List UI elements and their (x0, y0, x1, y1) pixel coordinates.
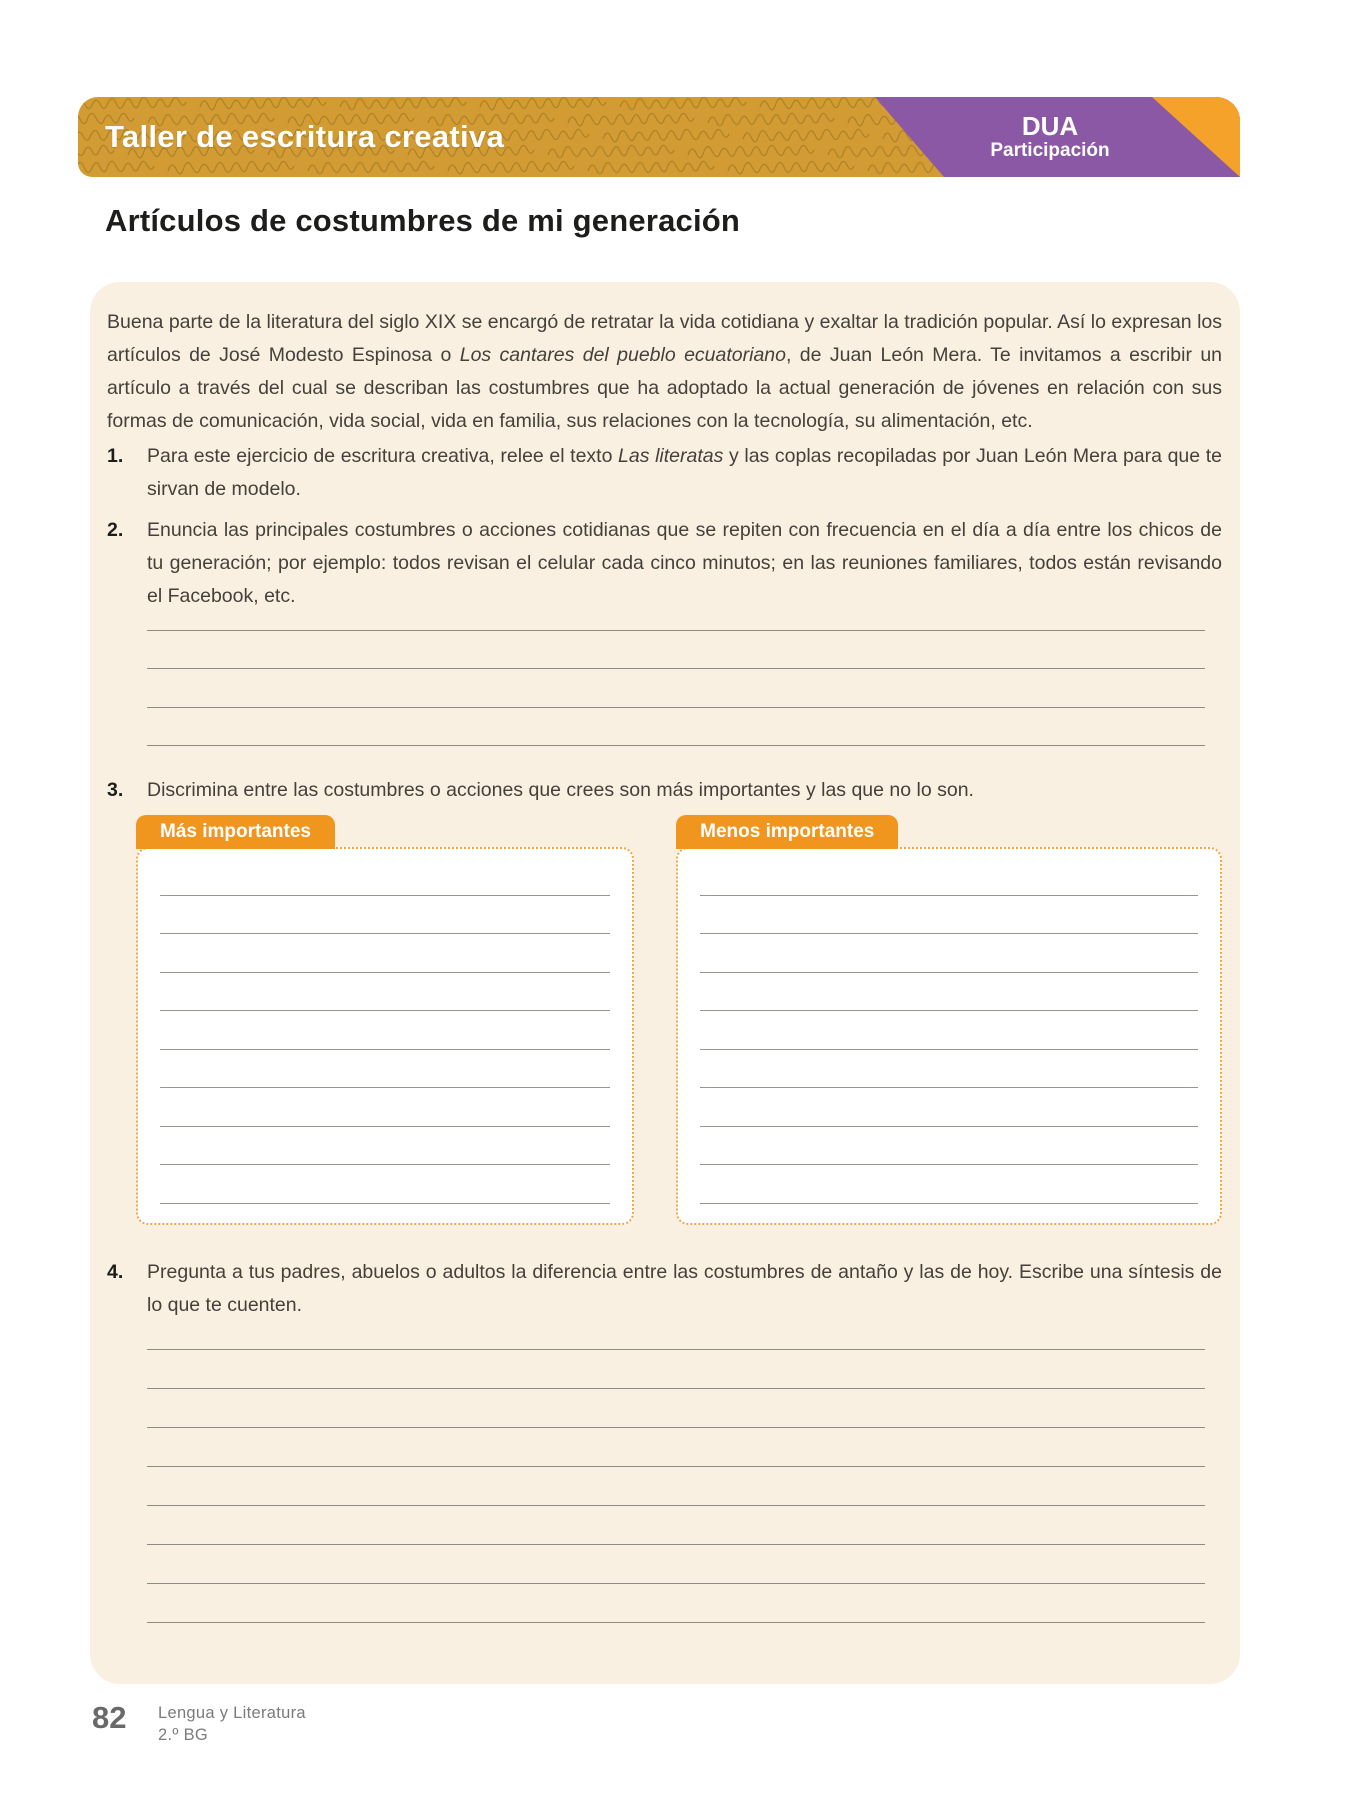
dua-sublabel: Participación (990, 140, 1110, 161)
intro-paragraph (107, 306, 1222, 438)
answer-lines-task-4 (147, 1311, 1205, 1623)
book-info (158, 1703, 306, 1747)
less-important-box (676, 815, 1222, 1225)
task-text (147, 440, 1222, 506)
task-number: 1. (107, 445, 124, 467)
writing-line (147, 1506, 1205, 1545)
task-text: Pregunta a tus padres, abuelos o adultos la diferencia entre las costumbres de antaño y las de hoy. Escribe una síntesis de lo que te cuenten. (147, 1261, 1222, 1316)
section-banner (78, 97, 1240, 177)
task-text-post: y las coplas recopiladas por Juan León Mera para que te sirvan de modelo. (147, 445, 1222, 500)
answer-lines-task-2 (147, 592, 1205, 746)
page-title: Artículos de costumbres de mi generación (105, 203, 741, 238)
book-subject: Lengua y Literatura (158, 1704, 306, 1722)
task-italic-title: Las literatas (618, 445, 724, 467)
writing-line (160, 1165, 610, 1204)
less-important-panel (676, 847, 1222, 1225)
writing-line (160, 857, 610, 896)
intro-text-1: Buena parte de la literatura del siglo XIX se encargó de retratar la vida cotidiana y exaltar la tradición popular. Así lo expresan los artículos de José Modesto Espinosa o (107, 311, 1222, 366)
importance-boxes (136, 815, 1222, 1225)
writing-line (147, 1545, 1205, 1584)
writing-line (700, 857, 1198, 896)
task-text-pre: Para este ejercicio de escritura creativa, relee el texto (147, 445, 619, 467)
writing-line (147, 631, 1205, 670)
less-important-tab: Menos importantes (676, 815, 898, 849)
book-grade: 2.º BG (158, 1725, 209, 1744)
task-item-4 (107, 1256, 1222, 1322)
page-number: 82 (92, 1700, 127, 1735)
task-text: Enuncia las principales costumbres o acciones cotidianas que se repiten con frecuencia en el día a día entre los chicos de tu generación; por ejemplo: todos revisan el celular cada cinco minutos; en las reuniones familiares, todos están revisando el Facebook, etc. (147, 519, 1222, 607)
writing-line (147, 1467, 1205, 1506)
writing-line (147, 1428, 1205, 1467)
intro-italic-title: Los cantares del pueblo ecuatoriano (459, 344, 786, 366)
task-text: Discrimina entre las costumbres o acciones que crees son más importantes y las que no lo son. (147, 779, 974, 801)
more-important-tab: Más importantes (136, 815, 335, 849)
writing-line (147, 708, 1205, 747)
more-important-box (136, 815, 634, 1225)
writing-line (160, 1011, 610, 1050)
activity-panel (90, 282, 1240, 1684)
writing-line (147, 1584, 1205, 1623)
task-number: 3. (107, 779, 124, 801)
writing-line (160, 1088, 610, 1127)
section-title: Taller de escritura creativa (105, 119, 504, 154)
writing-line (160, 1127, 610, 1166)
writing-line (700, 1165, 1198, 1204)
task-number: 2. (107, 519, 124, 541)
writing-line (700, 973, 1198, 1012)
writing-line (700, 1088, 1198, 1127)
writing-line (700, 1127, 1198, 1166)
intro-text-2: , de Juan León Mera. Te invitamos a escribir un artículo a través del cual se describan las costumbres que ha adoptado la actual generación de jóvenes en relación con sus formas de comunicación, vida social, vida en familia, sus relaciones con la tecnología, su alimentación, etc. (107, 344, 1223, 432)
writing-line (700, 934, 1198, 973)
writing-line (147, 1350, 1205, 1389)
dua-badge (945, 112, 1155, 162)
writing-line (700, 1011, 1198, 1050)
writing-line (700, 1050, 1198, 1089)
writing-line (160, 934, 610, 973)
writing-line (700, 896, 1198, 935)
writing-line (160, 896, 610, 935)
task-item-2 (107, 514, 1222, 613)
task-item-1 (107, 440, 1222, 506)
task-number: 4. (107, 1261, 124, 1283)
task-item-3 (107, 774, 1222, 807)
dua-label: DUA (1021, 111, 1079, 141)
writing-line (160, 1050, 610, 1089)
writing-line (160, 973, 610, 1012)
writing-line (147, 1389, 1205, 1428)
more-important-panel (136, 847, 634, 1225)
writing-line (147, 669, 1205, 708)
